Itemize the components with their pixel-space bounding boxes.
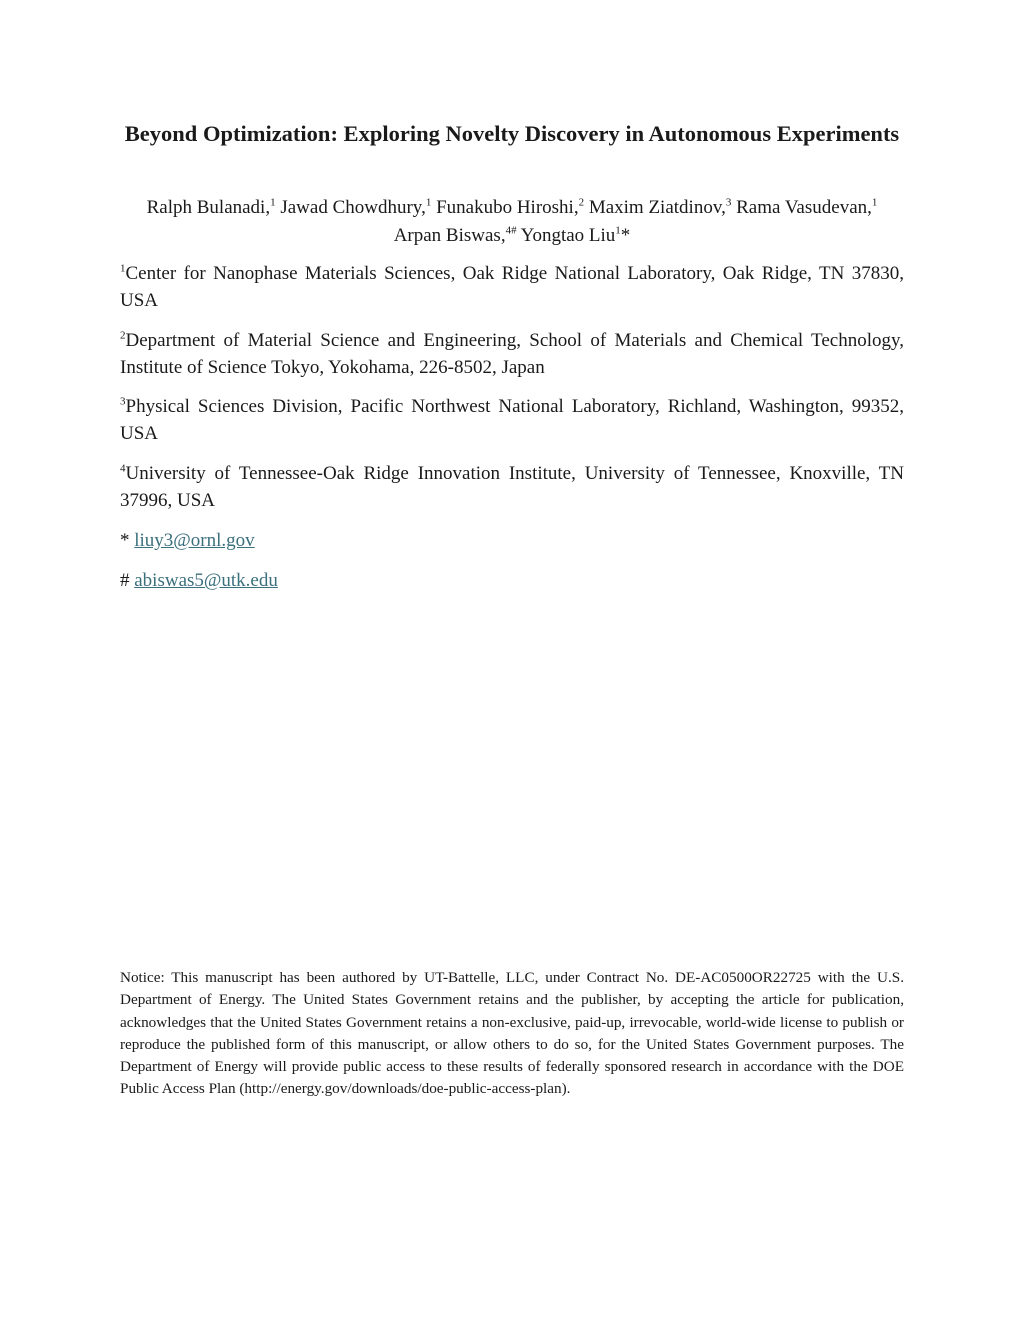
author-7: Yongtao Liu$^1$* <box>520 224 631 246</box>
email-link-liuy3[interactable]: liuy3@ornl.gov <box>134 530 255 551</box>
affiliation-4: $^4$University of Tennessee-Oak Ridge Innovation Institute, University of Tennessee, Knoxville, TN 37996, USA <box>120 462 904 511</box>
affiliation-2: $^2$Department of Material Science and Engineering, School of Materials and Chemical Technology, Institute of Science Tokyo, Yokohama, 226-8502, Japan <box>120 329 904 378</box>
email-link-abiswas5[interactable]: abiswas5@utk.edu <box>134 570 278 591</box>
paper-title: Beyond Optimization: Exploring Novelty Discovery in Autonomous Experiments <box>124 121 900 146</box>
copyright-notice: Notice: This manuscript has been authored by UT-Battelle, LLC, under Contract No. DE-AC0500OR22725 with the U.S. Department of Energy. The United States Government retains and the publisher, by accepting the article for publication, acknowledges that the United States Government retains a non-exclusive, paid-up, irrevocable, world-wide license to publish or reproduce the published form of this manuscript, or allow others to do so, for the United States Government purposes. The Department of Energy will provide public access to these results of federally sponsored research in accordance with the DOE Public Access Plan (http://energy.gov/downloads/doe-public-access-plan). <box>120 969 904 1098</box>
contact-corresponding-1 <box>120 527 255 554</box>
author-5: Rama Vasudevan,$^1$ <box>736 196 878 218</box>
author-list <box>120 194 904 250</box>
contact-marker: * <box>120 530 130 551</box>
author-2: Jawad Chowdhury,$^1$ <box>280 196 432 218</box>
affiliation-3: $^3$Physical Sciences Division, Pacific Northwest National Laboratory, Richland, Washington, 99352, USA <box>120 395 904 444</box>
contact-corresponding-2 <box>120 567 278 594</box>
author-1: Ralph Bulanadi,$^1$ <box>146 196 276 218</box>
contact-marker: # <box>120 570 130 591</box>
author-3: Funakubo Hiroshi,$^2$ <box>436 196 585 218</box>
affiliation-1: $^1$Center for Nanophase Materials Sciences, Oak Ridge National Laboratory, Oak Ridge, TN 37830, USA <box>120 262 904 311</box>
author-6: Arpan Biswas,$^{4\#}$ <box>393 224 517 246</box>
author-4: Maxim Ziatdinov,$^3$ <box>588 196 732 218</box>
